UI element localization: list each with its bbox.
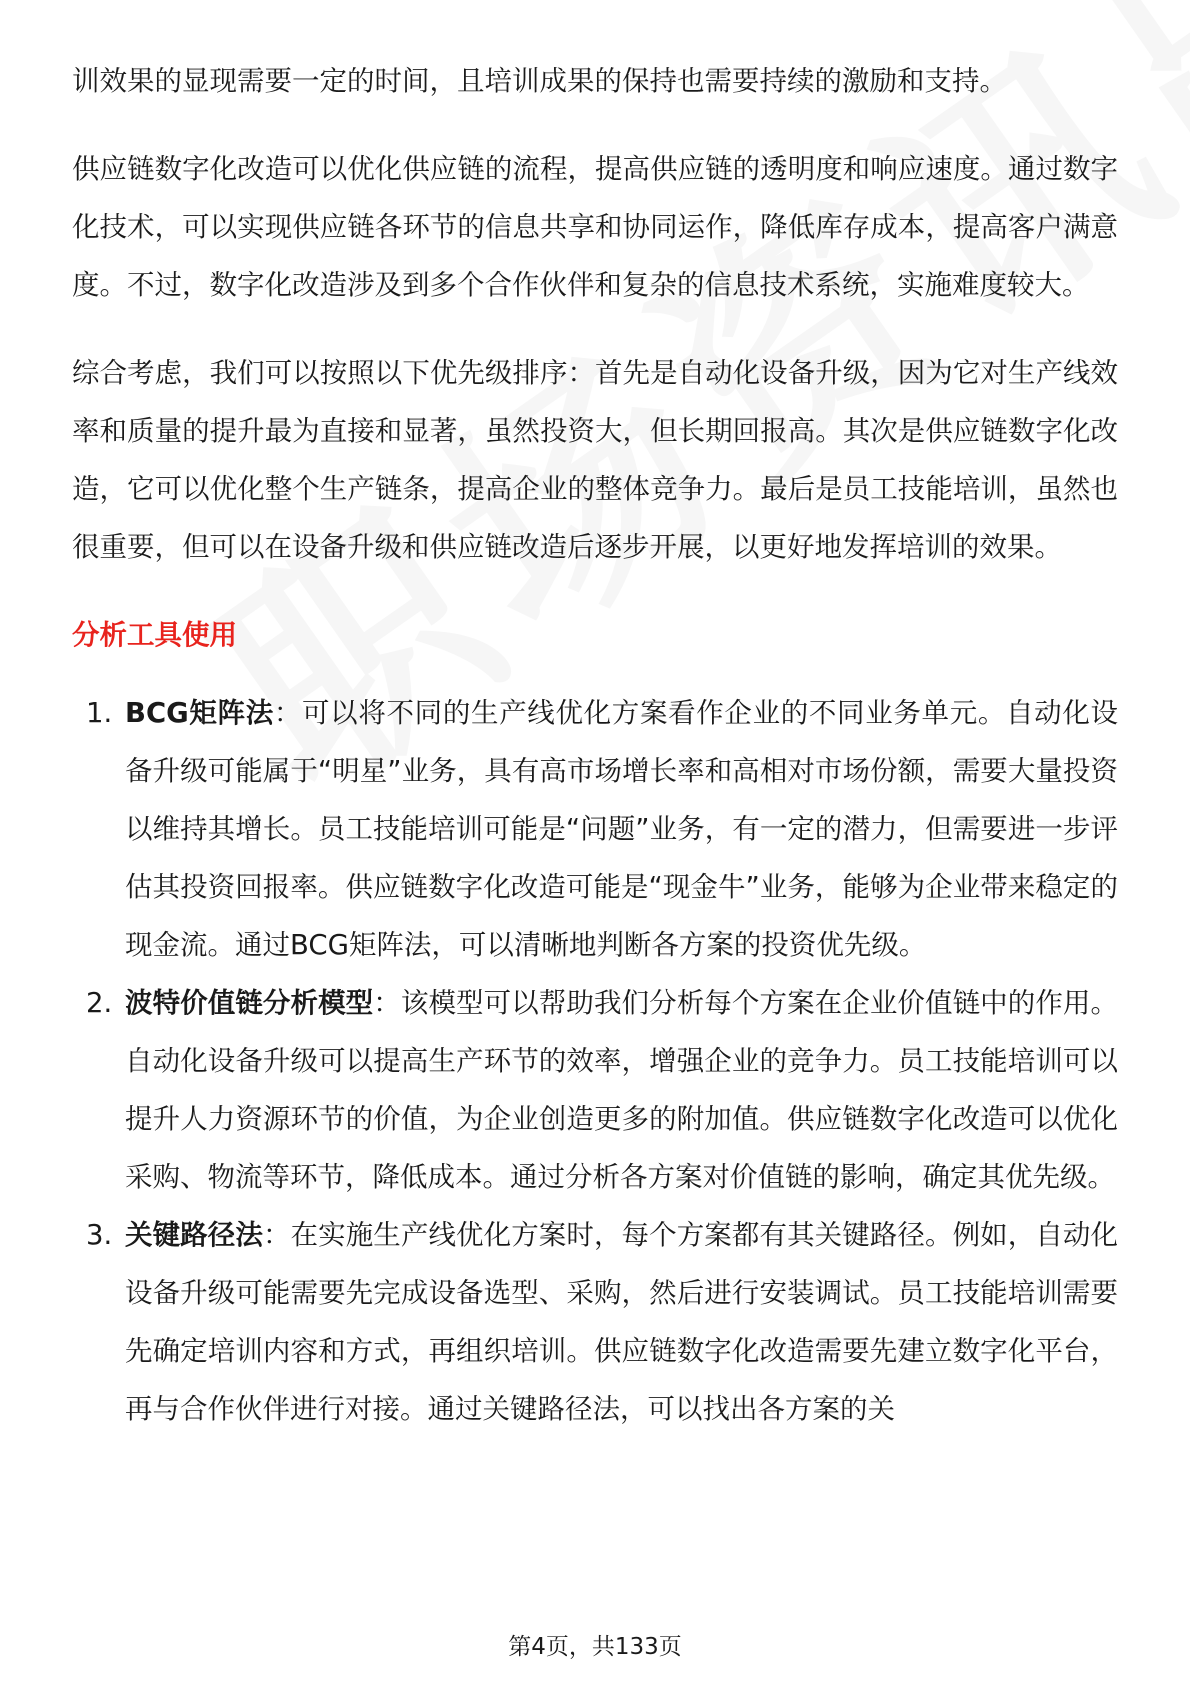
section-heading-analysis-tools: 分析工具使用 [72, 619, 237, 651]
paragraph-training-effect: 训效果的显现需要一定的时间，且培训成果的保持也需要持续的激励和支持。 [72, 65, 1007, 97]
list-item-title: 波特价值链分析模型 [125, 987, 374, 1019]
list-item-porter-value-chain [72, 974, 1118, 1206]
page-number: 第4页，共133页 [508, 1634, 682, 1660]
document-body [72, 52, 1118, 1438]
paragraph-supply-chain: 供应链数字化改造可以优化供应链的流程，提高供应链的透明度和响应速度。通过数字化技术，可以实现供应链各环节的信息共享和协同运作，降低库存成本，提高客户满意度。不过，数字化改造涉及到多个合作伙伴和复杂的信息技术系统，实施难度较大。 [72, 153, 1118, 301]
list-item-title: BCG矩阵法 [125, 697, 274, 729]
list-item-text: ：该模型可以帮助我们分析每个方案在企业价值链中的作用。自动化设备升级可以提高生产环节的效率，增强企业的竞争力。员工技能培训可以提升人力资源环节的价值，为企业创造更多的附加值。供应链数字化改造可以优化采购、物流等环节，降低成本。通过分析各方案对价值链的影响，确定其优先级。 [125, 987, 1119, 1193]
analysis-tool-list [72, 684, 1118, 1438]
list-item-critical-path [72, 1206, 1118, 1438]
list-item-text: ：可以将不同的生产线优化方案看作企业的不同业务单元。自动化设备升级可能属于“明星”业务，具有高市场增长率和高相对市场份额，需要大量投资以维持其增长。员工技能培训可能是“问题”业务，有一定的潜力，但需要进一步评估其投资回报率。供应链数字化改造可能是“现金牛”业务，能够为企业带来稳定的现金流。通过BCG矩阵法，可以清晰地判断各方案的投资优先级。 [125, 697, 1118, 961]
list-number: 3. [86, 1219, 113, 1251]
list-item-title: 关键路径法 [125, 1219, 263, 1251]
list-number: 2. [86, 987, 113, 1019]
list-item-text: ：在实施生产线优化方案时，每个方案都有其关键路径。例如，自动化设备升级可能需要先完成设备选型、采购，然后进行安装调试。员工技能培训需要先确定培训内容和方式，再组织培训。供应链数字化改造需要先建立数字化平台，再与合作伙伴进行对接。通过关键路径法，可以找出各方案的关 [125, 1219, 1119, 1425]
list-item-bcg-matrix [72, 684, 1118, 974]
paragraph-priority-summary: 综合考虑，我们可以按照以下优先级排序：首先是自动化设备升级，因为它对生产线效率和质量的提升最为直接和显著，虽然投资大，但长期回报高。其次是供应链数字化改造，它可以优化整个生产链条，提高企业的整体竞争力。最后是员工技能培训，虽然也很重要，但可以在设备升级和供应链改造后逐步开展，以更好地发挥培训的效果。 [72, 357, 1118, 563]
list-number: 1. [86, 697, 113, 729]
